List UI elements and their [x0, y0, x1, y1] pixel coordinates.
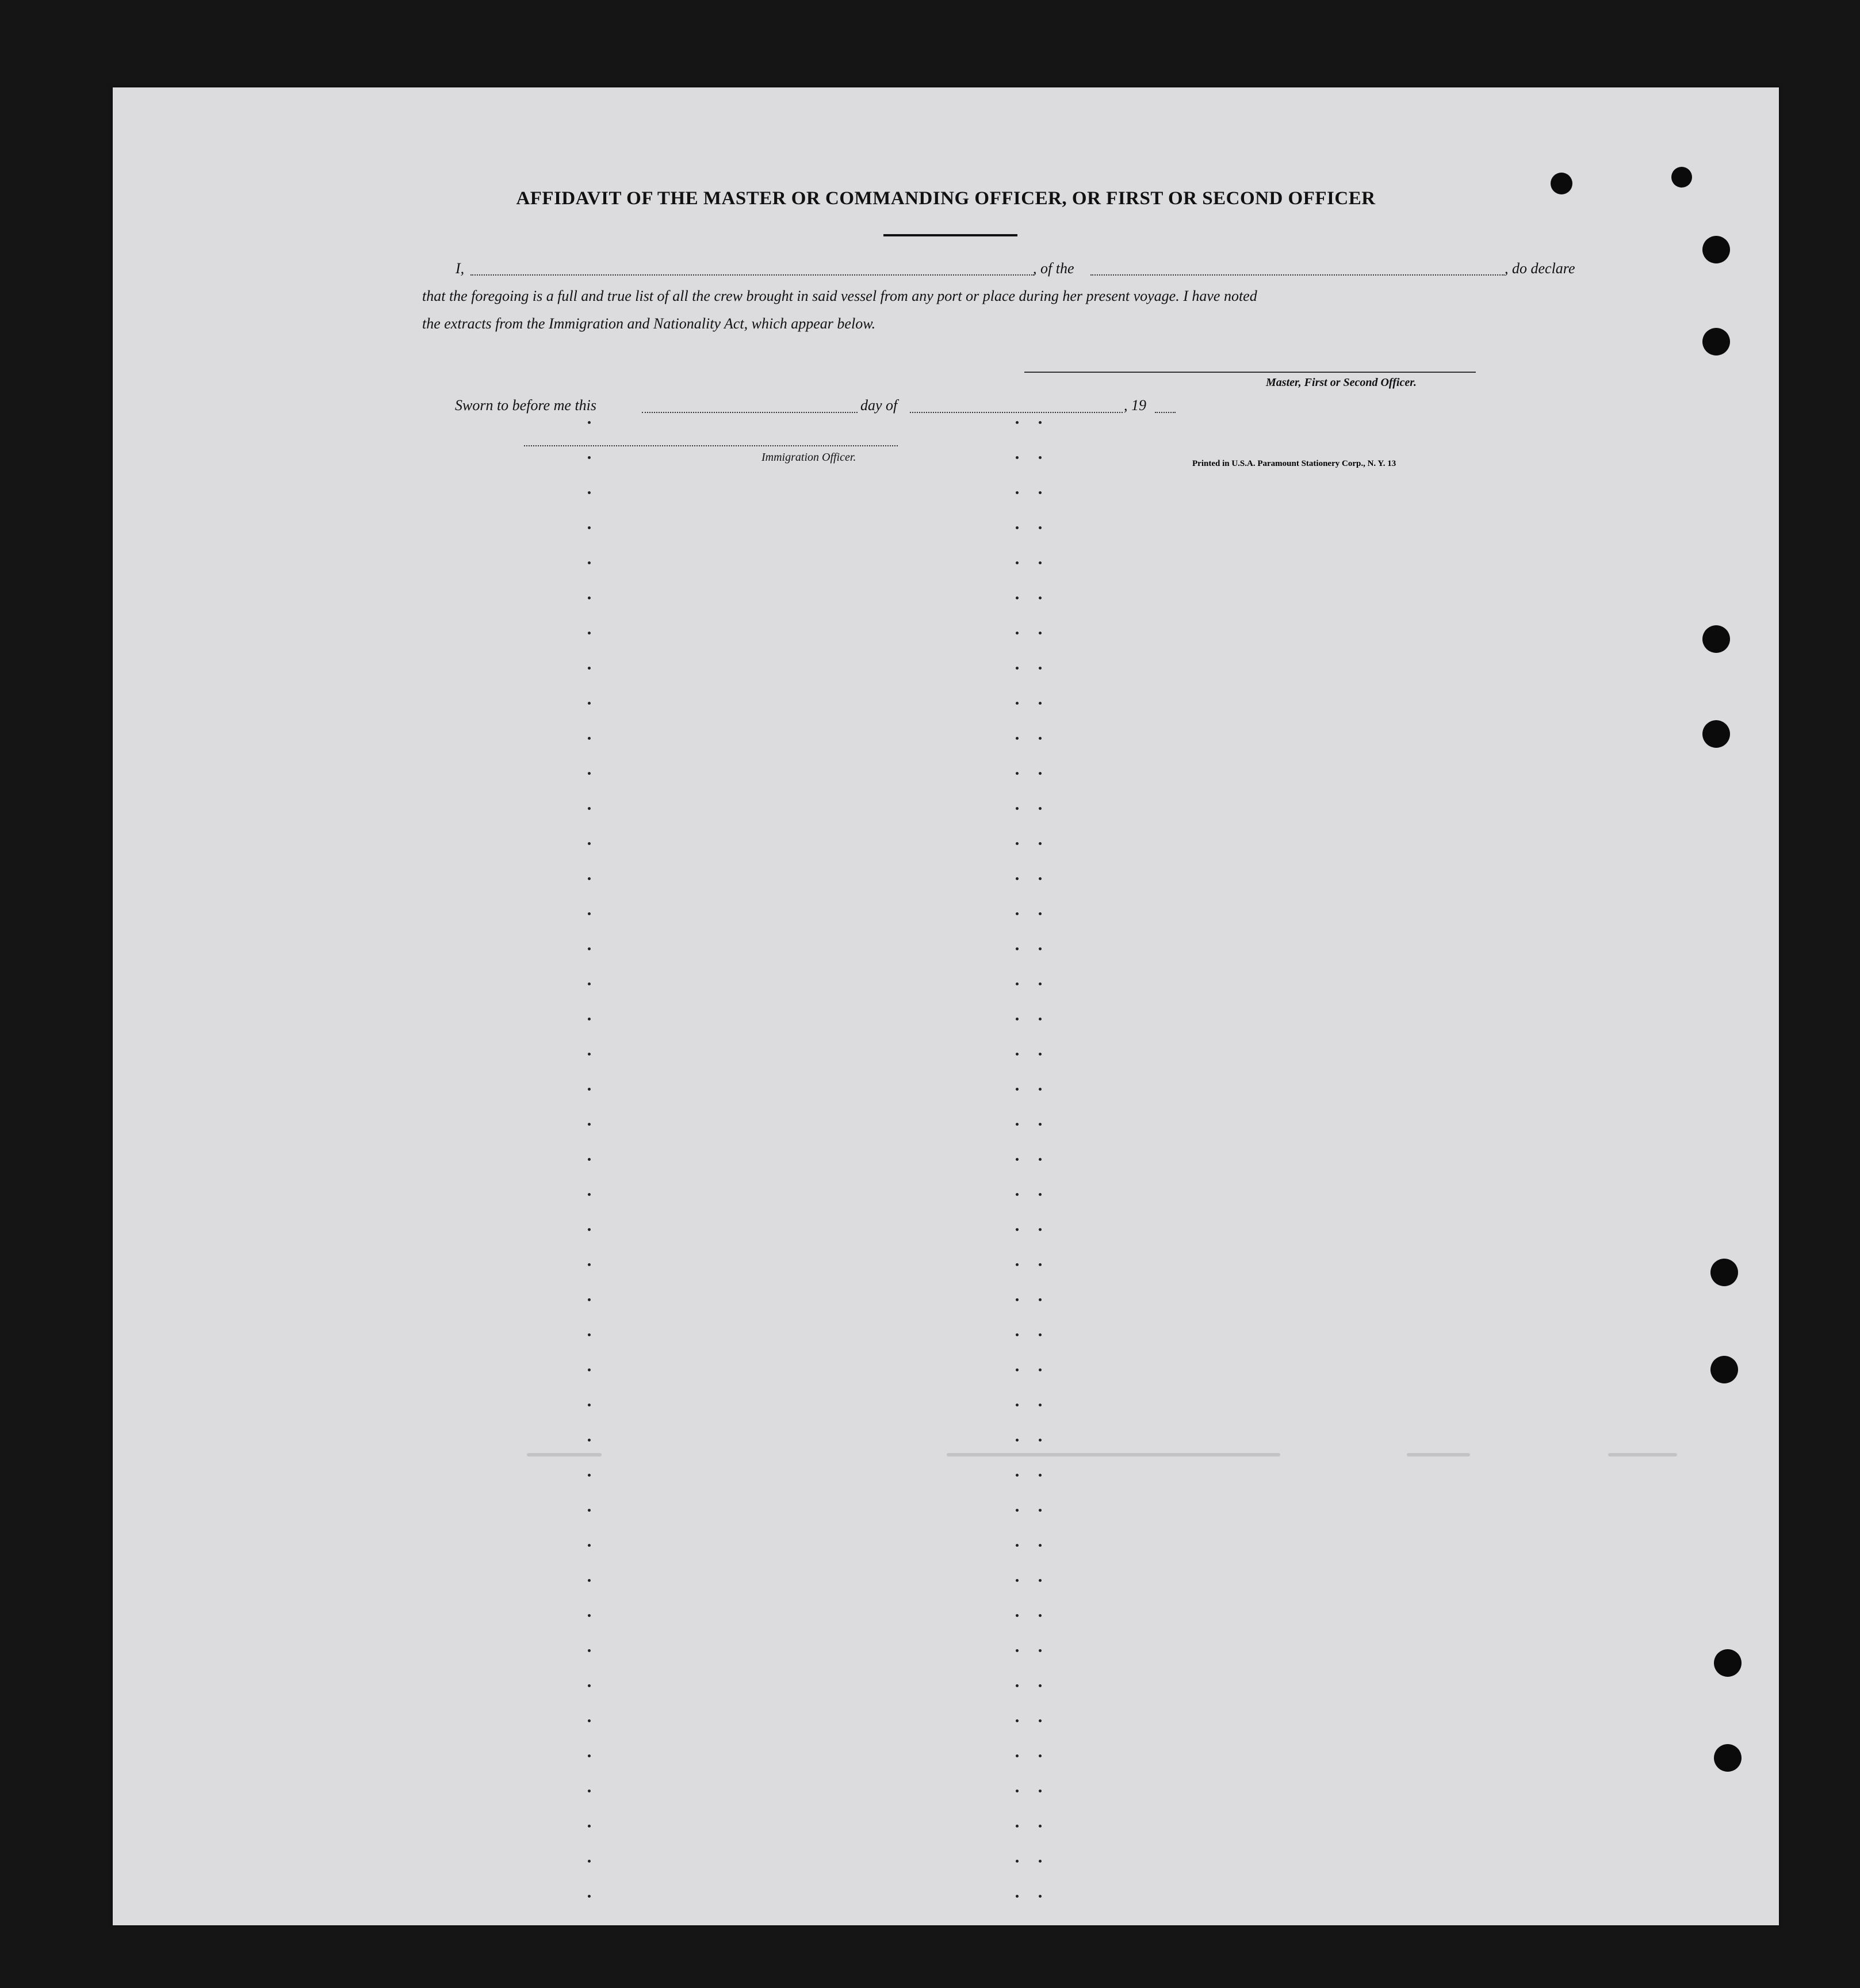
column-dot — [1016, 1123, 1019, 1126]
sworn-year-label: , 19 — [1124, 397, 1146, 414]
sworn-month-field[interactable] — [910, 412, 1123, 413]
column-dot — [1016, 1333, 1019, 1336]
column-dot — [588, 1860, 591, 1863]
column-dot — [588, 667, 591, 670]
column-dot — [1039, 702, 1042, 705]
column-dot — [1016, 561, 1019, 564]
column-dot — [588, 1333, 591, 1336]
column-dot — [588, 737, 591, 740]
column-dot — [1039, 772, 1042, 775]
column-dot — [1016, 667, 1019, 670]
column-dot — [1016, 807, 1019, 810]
master-signature-label: Master, First or Second Officer. — [1266, 376, 1417, 389]
declarant-prefix: I, — [456, 260, 465, 277]
column-dot — [588, 1053, 591, 1056]
column-dot — [1016, 1404, 1019, 1406]
column-dot — [588, 561, 591, 564]
column-dot — [1016, 597, 1019, 599]
column-dot — [1039, 982, 1042, 985]
column-dot — [1016, 632, 1019, 634]
column-dot — [1039, 1895, 1042, 1898]
column-dot — [588, 702, 591, 705]
column-dot — [1016, 1263, 1019, 1266]
column-dot — [1016, 1368, 1019, 1371]
punch-hole — [1702, 625, 1730, 653]
column-dot — [1016, 1684, 1019, 1687]
column-dot — [1039, 807, 1042, 810]
column-dot — [1039, 1088, 1042, 1091]
column-dot — [1039, 1825, 1042, 1828]
column-dot — [1016, 1579, 1019, 1582]
column-dot — [1016, 526, 1019, 529]
column-dot — [1039, 1018, 1042, 1020]
column-dot — [1039, 1228, 1042, 1231]
column-dot — [1016, 1018, 1019, 1020]
column-dot — [1039, 1579, 1042, 1582]
column-dot — [1016, 456, 1019, 459]
column-dot — [1039, 1439, 1042, 1442]
column-dot — [588, 1474, 591, 1477]
punch-hole — [1710, 1259, 1738, 1286]
column-dot — [588, 456, 591, 459]
column-dot — [1039, 1263, 1042, 1266]
column-dot — [588, 1649, 591, 1652]
column-dot — [1016, 1509, 1019, 1512]
column-dot — [1039, 1123, 1042, 1126]
column-dot — [1039, 1368, 1042, 1371]
column-dot — [1016, 1649, 1019, 1652]
document-sheet — [113, 87, 1779, 1925]
column-dot — [1039, 1860, 1042, 1863]
column-dot — [588, 1088, 591, 1091]
column-dot — [1039, 1614, 1042, 1617]
column-dot — [1016, 1825, 1019, 1828]
column-dot — [1016, 491, 1019, 494]
column-dot — [1039, 526, 1042, 529]
column-dot — [1039, 1544, 1042, 1547]
column-dot — [1016, 1298, 1019, 1301]
punch-hole — [1710, 1356, 1738, 1383]
column-dot — [588, 1614, 591, 1617]
column-dot — [588, 1228, 591, 1231]
punch-hole — [1702, 328, 1730, 355]
column-dot — [1039, 491, 1042, 494]
column-dot — [1039, 1193, 1042, 1196]
punch-hole — [1714, 1744, 1742, 1772]
punch-hole — [1714, 1649, 1742, 1677]
column-dot — [1016, 1895, 1019, 1898]
day-of-label: day of — [860, 397, 898, 414]
punch-hole — [1551, 173, 1572, 194]
column-dot — [1039, 842, 1042, 845]
column-dot — [1016, 1474, 1019, 1477]
column-dot — [588, 772, 591, 775]
column-dot — [1039, 1298, 1042, 1301]
column-dot — [588, 1509, 591, 1512]
column-dot — [1016, 1860, 1019, 1863]
sworn-year-field[interactable] — [1155, 412, 1176, 413]
column-dot — [1039, 1790, 1042, 1792]
column-dot — [1016, 702, 1019, 705]
column-dot — [1039, 1404, 1042, 1406]
column-dot — [588, 1579, 591, 1582]
column-dot — [588, 632, 591, 634]
column-dot — [588, 807, 591, 810]
column-dot — [588, 1263, 591, 1266]
column-dot — [588, 1368, 591, 1371]
column-dot — [1039, 877, 1042, 880]
declaration-line-3: the extracts from the Immigration and Nationality Act, which appear below. — [422, 315, 876, 332]
column-dot — [1016, 1754, 1019, 1757]
column-dot — [588, 1123, 591, 1126]
column-dot — [588, 1298, 591, 1301]
column-dot — [1016, 1614, 1019, 1617]
affidavit-title: AFFIDAVIT OF THE MASTER OR COMMANDING OFFICER, OR FIRST OR SECOND OFFICER — [516, 188, 1376, 209]
column-dot — [1039, 456, 1042, 459]
column-dot — [588, 491, 591, 494]
column-dot — [1016, 912, 1019, 915]
column-dot — [1016, 842, 1019, 845]
printer-imprint: Printed in U.S.A. Paramount Stationery Corp., N. Y. 13 — [1192, 459, 1396, 468]
title-underline — [883, 234, 1017, 236]
column-dot — [588, 947, 591, 950]
bleed-smudge — [1608, 1453, 1677, 1456]
column-dot — [1039, 1158, 1042, 1161]
column-dot — [1016, 1719, 1019, 1722]
column-dot — [588, 1790, 591, 1792]
column-dot — [1016, 421, 1019, 424]
column-dot — [1039, 597, 1042, 599]
column-dot — [588, 1158, 591, 1161]
sworn-day-field[interactable] — [642, 412, 858, 413]
column-dot — [588, 597, 591, 599]
do-declare-label: , do declare — [1505, 260, 1575, 277]
declarant-name-field[interactable] — [470, 274, 1034, 276]
punch-hole — [1671, 167, 1692, 188]
column-dot — [1039, 561, 1042, 564]
column-dot — [588, 1439, 591, 1442]
column-dot — [588, 877, 591, 880]
bleed-smudge — [947, 1453, 1280, 1456]
bleed-smudge — [1407, 1453, 1470, 1456]
column-dot — [1039, 421, 1042, 424]
column-dot — [1016, 1228, 1019, 1231]
column-dot — [588, 1404, 591, 1406]
column-dot — [588, 421, 591, 424]
column-dot — [1016, 1439, 1019, 1442]
column-dot — [588, 982, 591, 985]
column-dot — [588, 1719, 591, 1722]
column-dot — [1039, 632, 1042, 634]
column-dot — [588, 1825, 591, 1828]
column-dot — [1039, 1509, 1042, 1512]
column-dot — [588, 1684, 591, 1687]
column-dot — [1039, 1474, 1042, 1477]
column-dot — [1039, 1649, 1042, 1652]
column-dot — [1039, 1719, 1042, 1722]
column-dot — [588, 1754, 591, 1757]
column-dot — [1016, 877, 1019, 880]
column-dot — [1039, 737, 1042, 740]
column-dot — [1016, 1158, 1019, 1161]
column-dot — [1016, 1053, 1019, 1056]
column-dot — [1016, 1193, 1019, 1196]
column-dot — [588, 1193, 591, 1196]
column-dot — [588, 526, 591, 529]
column-dot — [1016, 1790, 1019, 1792]
column-dot — [1016, 772, 1019, 775]
column-dot — [588, 1018, 591, 1020]
vessel-name-field[interactable] — [1090, 274, 1505, 276]
punch-hole — [1702, 236, 1730, 263]
column-dot — [1039, 912, 1042, 915]
column-dot — [1016, 982, 1019, 985]
column-dot — [1039, 1053, 1042, 1056]
column-dot — [588, 842, 591, 845]
bleed-smudge — [527, 1453, 602, 1456]
column-dot — [1039, 1684, 1042, 1687]
column-dot — [1039, 1754, 1042, 1757]
immigration-officer-signature-line[interactable] — [524, 445, 898, 446]
master-signature-line[interactable] — [1024, 372, 1476, 373]
immigration-officer-label: Immigration Officer. — [761, 451, 856, 464]
column-dot — [1016, 1088, 1019, 1091]
sworn-prefix: Sworn to before me this — [455, 397, 597, 414]
column-dot — [1016, 1544, 1019, 1547]
punch-hole — [1702, 720, 1730, 748]
column-dot — [588, 912, 591, 915]
column-dot — [1039, 667, 1042, 670]
of-the-label: , of the — [1033, 260, 1074, 277]
column-dot — [1039, 1333, 1042, 1336]
column-dot — [588, 1895, 591, 1898]
column-dot — [1039, 947, 1042, 950]
column-dot — [1016, 947, 1019, 950]
column-dot — [588, 1544, 591, 1547]
declaration-line-2: that the foregoing is a full and true list of all the crew brought in said vessel from any port or place during her present voyage. I have noted — [422, 288, 1257, 304]
column-dot — [1016, 737, 1019, 740]
